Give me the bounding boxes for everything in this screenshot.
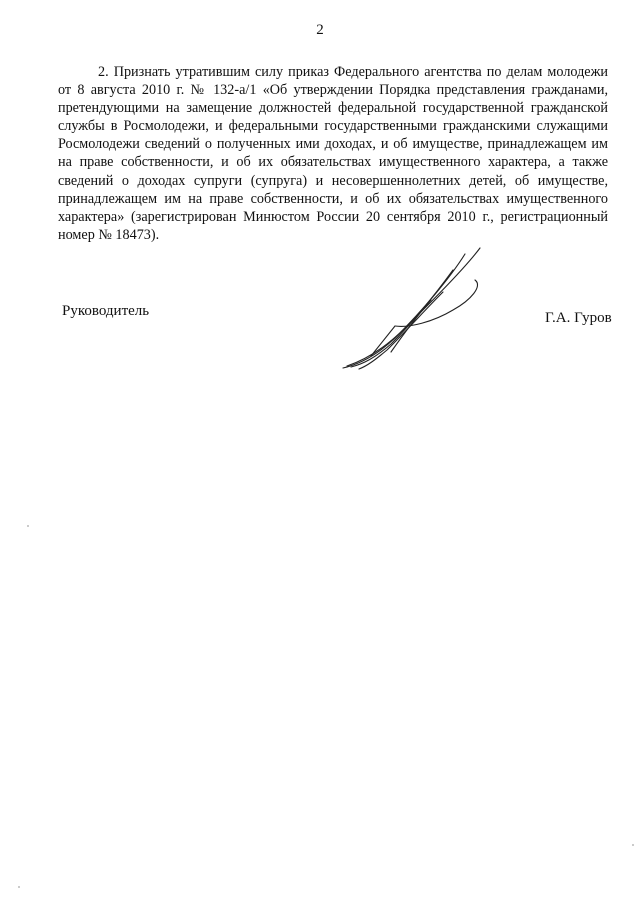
clause-paragraph: 2. Признать утратившим силу приказ Федерального агентства по делам молодежи от 8 августа 2010 г. № 132-а/1 «Об утверждении Порядка представления гражданами, претендующими на замещение должностей федеральной государственной гражданской службы в Росмолодежи, и федеральными государственными гражданскими служащими Росмолодежи сведений о полученных ими доходах, и об имуществе, принадлежащем им на праве собственности, и об их обязательствах имущественного характера, а также сведений о доходах супруги (супруга) и несовершеннолетних детей, об имуществе, принадлежащем им на праве собственности, и об их обязательствах имущественного характера» (зарегистрирован Минюстом России 20 сентября 2010 г., регистрационный номер № 18473).: [58, 64, 608, 243]
signer-name: Г.А. Гуров: [545, 310, 612, 326]
scan-speck: [632, 844, 634, 846]
page-number: 2: [316, 22, 324, 38]
scan-speck: [27, 525, 29, 527]
scan-speck: [18, 886, 20, 888]
handwritten-signature: [325, 240, 495, 375]
signer-title: Руководитель: [62, 303, 150, 319]
